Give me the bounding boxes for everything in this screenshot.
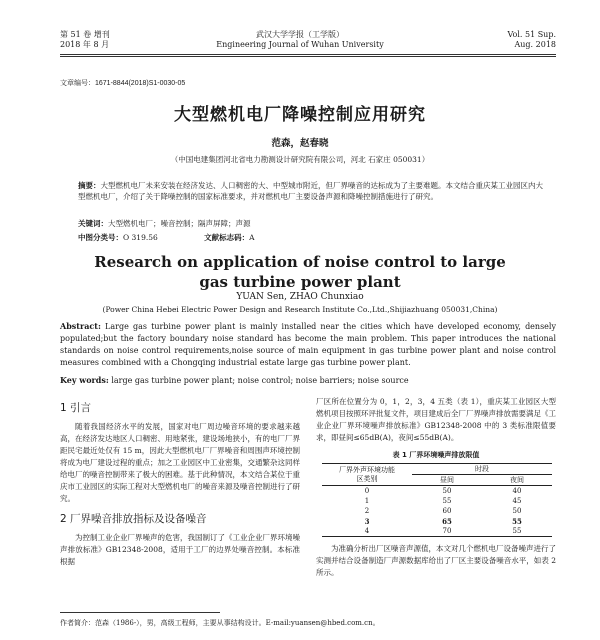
table1-cell-class: 3 [364,516,370,526]
cn-title: 大型燃机电厂降噪控制应用研究 [174,105,426,125]
section2-body: 为控制工业企业厂界噪声的危害，我国制订了《工业企业厂界环境噪声排放标准》GB12348-2008，适用于工厂的边界处噪音控制。本标准根据 [60,533,300,566]
header-right [507,30,556,50]
cn-keywords-text: 大型燃机电厂；噪音控制；隔声屏障；声源 [108,219,251,228]
table1-cell-night: 55 [512,516,522,526]
table-row [322,506,552,516]
table1-cell-night: 45 [512,497,522,505]
table-row [322,496,552,506]
cn-abstract-label: 摘要： [78,181,101,190]
table-row [322,526,552,537]
table1-cell-day: 50 [442,487,452,495]
cn-affiliation: （中国电建集团河北省电力勘测设计研究院有限公司，河北 石家庄 050031） [170,155,430,164]
table1-cell-night: 50 [512,507,522,515]
cn-code-label: 文献标志码： [204,233,250,242]
author-footnote: 作者简介：范森（1986-），男，高级工程师，主要从事结构设计。E-mail:yuansen@hbed.com.cn。 [60,619,380,627]
en-abstract-text: Large gas turbine power plant is mainly installed near the cities which have developed economy, densely populated;but the factory boundary noise standard has become the main problem. This paper introduces the national standards on noise control requirements,noise source of main equipment in gas turbine power plant and noise control measures combined with a Chongqing industrial estate large gas turbine power plant. [60,322,556,367]
cn-class-value: O 319.56 [123,233,158,242]
table1-header-area [322,464,412,486]
table1-cell-class: 4 [322,526,412,537]
table1-header-period: 时段 [412,464,552,475]
header-center [180,30,420,50]
table1-cell-day: 65 [442,516,452,526]
table-row [322,486,552,497]
right-column [316,396,556,579]
volume-info-en: Vol. 51 Sup. [507,30,556,39]
issue-date: 2018 年 8 月 [60,40,110,49]
journal-name-cn: 武汉大学学报（工学版） [256,30,344,39]
en-abstract [60,320,556,369]
table-row [322,516,552,526]
cn-abstract-text: 大型燃机电厂未来安装在经济发达、人口稠密的大、中型城市附近，但厂界噪音的达标成为了主要难题。本文结合重庆某工业园区内大型燃机电厂，介绍了关于降噪控制的国家标准要求，并对燃机电厂主要设备声源和降噪控制措施进行了研究。 [78,181,543,201]
cn-keywords-label: 关键词： [78,219,108,228]
cn-keywords [78,218,548,229]
cn-class-label: 中图分类号： [78,233,123,242]
table1-cell-day: 55 [442,497,452,505]
section1-heading: 1 引言 [60,402,92,414]
table1-cell-class: 0 [364,487,370,495]
table1-cell-day: 70 [412,526,482,537]
en-keywords [60,374,556,387]
en-affiliation: (Power China Hebei Electric Power Design and Research Institute Co.,Ltd.,Shijiazhuang 050031,China) [102,305,498,314]
issue-date-en: Aug. 2018 [514,40,556,49]
section2-heading: 2 厂界噪音排放指标及设备噪音 [60,513,207,525]
cn-abstract [78,180,548,202]
table1-header-area-line2: 区类别 [356,474,378,483]
en-title [0,252,600,292]
en-authors: YUAN Sen, ZHAO Chunxiao [236,292,364,302]
table1-cell-day: 60 [442,507,452,515]
en-title-line2: gas turbine power plant [199,273,401,291]
en-abstract-label: Abstract: [60,321,101,331]
table1-cell-night: 55 [482,526,552,537]
cn-classification [78,232,299,243]
footnote-rule [60,612,220,613]
right-column-text-2: 为准确分析出厂区噪音声源值，本文对几个燃机电厂设备噪声进行了实测并结合设备制造厂声源数据库给出了厂区主要设备噪音水平，如表 2 所示。 [316,544,556,577]
section1-body: 随着我国经济水平的发展，国家对电厂周边噪音环境的要求越来越高，在经济发达地区人口稠密、用地紧张，建设场地狭小，有的电厂厂界距民宅最近处仅有 15 m，因此大型燃机电厂厂界噪音和周围声环境控制将成为电厂建设过程的重点；加之工业园区中工业密集，交通繁杂这同样给电厂的噪音控制带来了极大的困难。基于此种情况，本文结合某位于重庆市工业园区的实际工程对大型燃机电厂的噪音来源及噪音控制进行了研究。 [60,422,300,503]
article-number: 文章编号：1671-8844(2018)S1-0030-05 [60,80,186,87]
cn-code-value: A [249,233,255,242]
left-column [60,400,300,568]
table1-header-night: 夜间 [482,475,552,486]
en-keywords-text: large gas turbine power plant; noise control; noise barriers; noise source [108,376,409,385]
table1-cell-class: 2 [364,507,370,515]
header-left [60,30,110,50]
en-keywords-label: Key words: [60,375,109,385]
journal-name-en: Engineering Journal of Wuhan University [216,40,384,49]
right-column-text-1: 厂区所在位置分为 0，1，2，3，4 五类（表 1），重庆某工业园区大型燃机项目按照环评批复文件，项目建成后全厂厂界噪声排放需要满足《工业企业厂界环境噪声排放标准》GB12348-2008 中的 3 类标准限值要求，即昼间≤65dB(A)，夜间≤55dB(A)。 [316,397,556,442]
table1-cell-class: 1 [364,497,370,505]
en-title-line1: Research on application of noise control to large [94,253,506,271]
cn-authors: 范森，赵春晓 [271,138,329,149]
table1-title: 表 1 厂界环境噪声排放限值 [392,451,480,459]
table1 [322,463,552,537]
table1-header-day: 昼间 [412,475,482,486]
volume-info: 第 51 卷 增刊 [60,30,110,39]
header-rule [60,54,556,57]
table1-cell-night: 40 [512,487,522,495]
table1-header-area-line1: 厂界外声环境功能 [339,465,395,474]
